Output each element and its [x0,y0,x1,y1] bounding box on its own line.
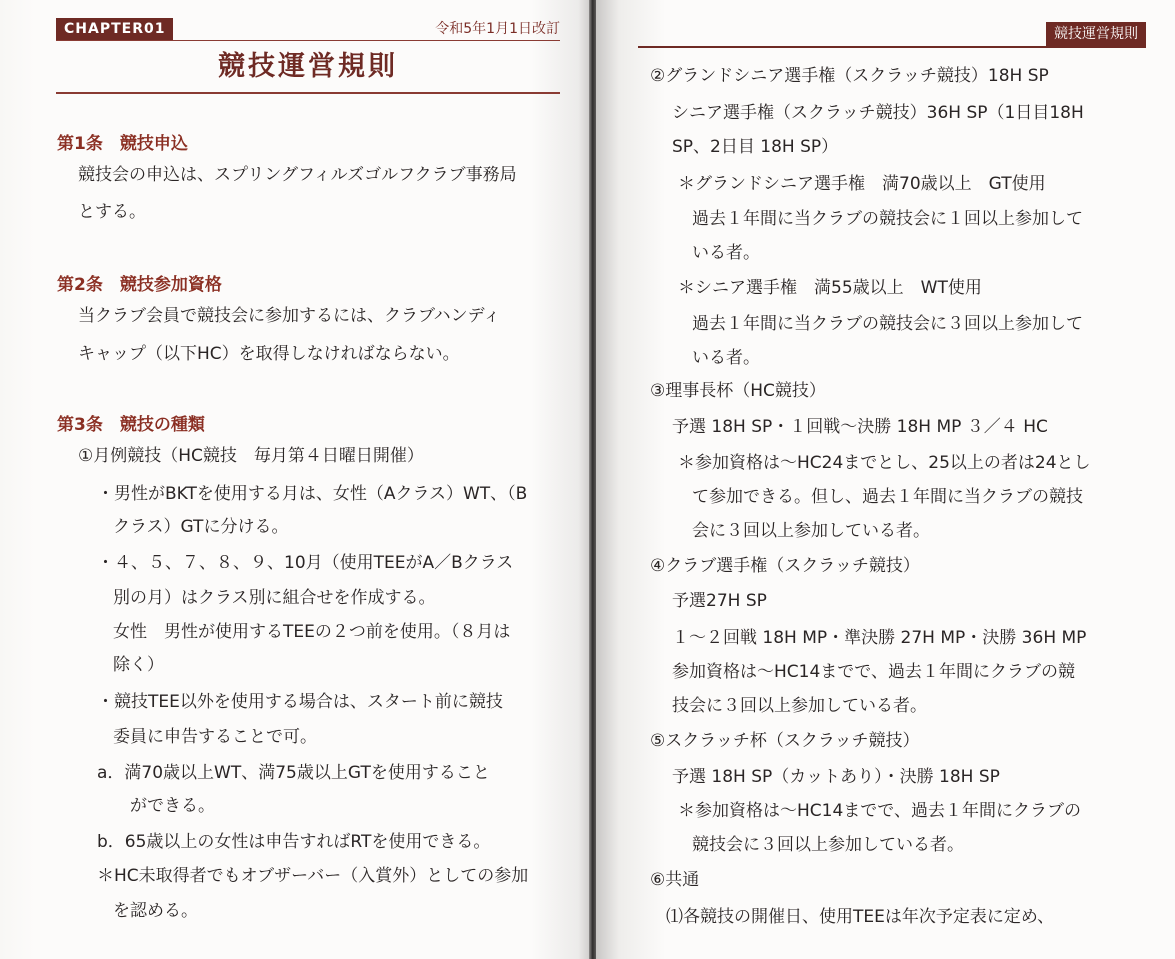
article3-line: b．65歳以上の女性は申告すればRTを使用できる。 [97,832,491,852]
rules-line: ＊シニア選手権 満55歳以上 WT使用 [678,278,982,298]
rules-line: ⑴各競技の開催日、使用TEEは年次予定表に定め、 [666,907,1055,927]
rules-line: いる者。 [692,348,760,368]
page-title: 競技運営規則 [218,51,398,82]
article3-line: ・４、５、７、８、９、10月（使用TEEがA／Bクラス [97,553,514,573]
article1-heading: 第1条 競技申込 [57,134,188,154]
right-page [596,0,1175,959]
rules-line: ⑤スクラッチ杯（スクラッチ競技） [650,731,920,751]
rules-line: シニア選手権（スクラッチ競技）36H SP（1日目18H [672,103,1084,123]
article3-line: ・競技TEE以外を使用する場合は、スタート前に競技 [97,692,503,712]
rules-line: ＊参加資格は～HC24までとし、25以上の者は24とし [678,453,1091,473]
rules-line: 予選 18H SP（カットあり）・決勝 18H SP [672,767,1000,787]
article3-line: ができる。 [130,796,215,816]
rules-line: て参加できる。但し、過去１年間に当クラブの競技 [692,487,1083,507]
article1-line: 競技会の申込は、スプリングフィルズゴルフクラブ事務局 [78,165,517,185]
article3-line: 別の月）はクラス別に組合せを作成する。 [113,588,436,608]
article3-heading: 第3条 競技の種類 [57,415,205,435]
rules-line: SP、2日目 18H SP） [672,137,839,157]
chapter-header [56,16,560,42]
rules-line: 技会に３回以上参加している者。 [672,696,927,716]
rules-line: ④クラブ選手権（スクラッチ競技） [650,556,920,576]
article3-line: a．満70歳以上WT、満75歳以上GTを使用すること [97,763,490,783]
article3-line: クラス）GTに分ける。 [113,517,289,537]
rules-line: 過去１年間に当クラブの競技会に３回以上参加して [692,314,1083,334]
rules-line: いる者。 [692,243,760,263]
rules-line: 予選27H SP [672,591,767,611]
rules-line: 過去１年間に当クラブの競技会に１回以上参加して [692,209,1083,229]
running-header-badge: 競技運営規則 [1046,22,1146,46]
rules-line: 予選 18H SP・１回戦～決勝 18H MP ３／４ HC [672,417,1048,437]
chapter-badge: CHAPTER01 [56,18,173,40]
revision-date: 令和5年1月1日改訂 [435,21,560,37]
rules-line: ②グランドシニア選手権（スクラッチ競技）18H SP [650,66,1049,86]
article2-heading: 第2条 競技参加資格 [57,275,222,295]
rules-line: 競技会に３回以上参加している者。 [692,835,964,855]
rules-line: ⑥共通 [650,870,700,890]
article3-line: を認める。 [113,901,198,921]
article3-line: 委員に申告することで可。 [113,727,317,747]
running-header [638,22,1146,48]
article3-line: ＊HC未取得者でもオブザーバー（入賞外）としての参加 [97,866,529,886]
rules-line: ③理事長杯（HC競技） [650,381,826,401]
rules-line: ＊参加資格は～HC14までで、過去１年間にクラブの [678,801,1081,821]
rules-line: ＊グランドシニア選手権 満70歳以上 GT使用 [678,174,1046,194]
article2-line: キャップ（以下HC）を取得しなければならない。 [78,344,460,364]
rules-line: 会に３回以上参加している者。 [692,521,930,541]
chapter-divider [56,40,560,41]
article2-line: 当クラブ会員で競技会に参加するには、クラブハンディ [78,306,501,326]
article1-line: とする。 [78,202,146,222]
rules-line: １～２回戦 18H MP・準決勝 27H MP・決勝 36H MP [672,628,1087,648]
rules-line: 参加資格は～HC14までで、過去１年間にクラブの競 [672,662,1075,682]
article3-line: 女性 男性が使用するTEEの２つ前を使用。（８月は [113,622,511,642]
article3-line: ①月例競技（HC競技 毎月第４日曜日開催） [78,446,424,466]
title-divider [56,92,560,94]
article3-line: 除く） [113,655,164,675]
article3-line: ・男性がBKTを使用する月は、女性（Aクラス）WT、（B [97,484,528,504]
